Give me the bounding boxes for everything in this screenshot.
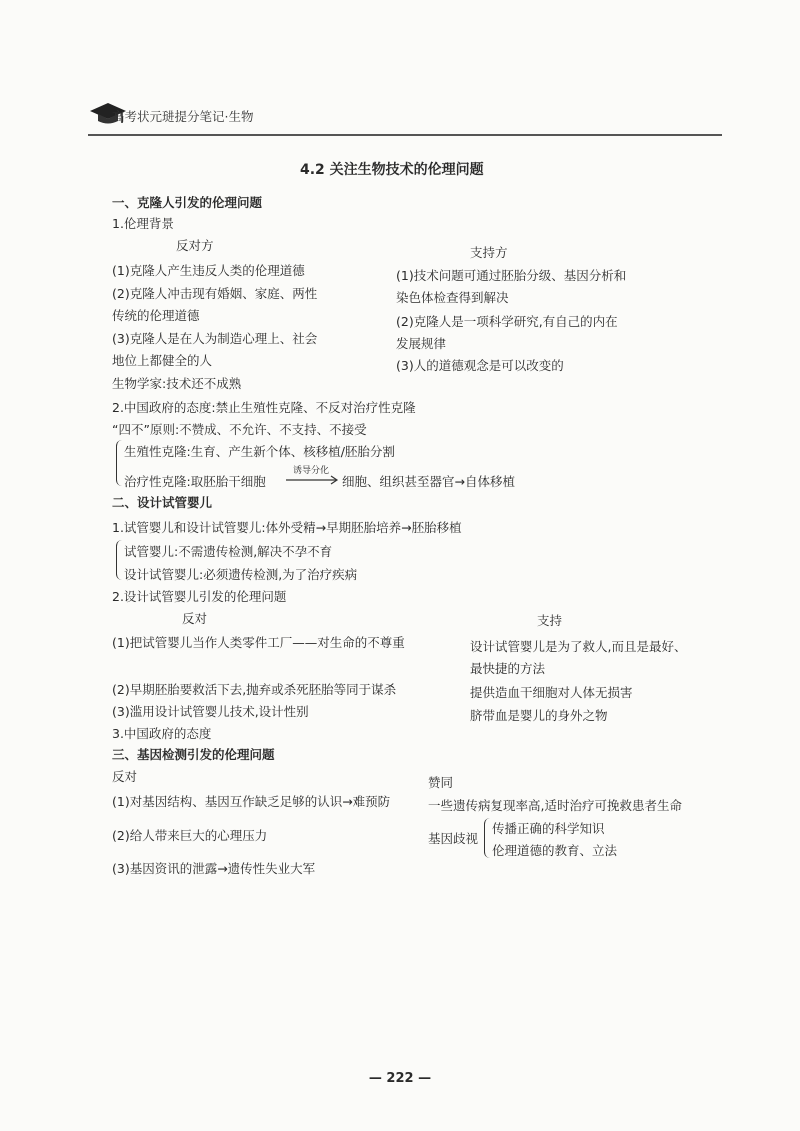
ivf-support-2: 最快捷的方法 <box>470 661 546 676</box>
cloning-four-no: “四不”原则:不赞成、不允许、不支持、不接受 <box>112 422 367 437</box>
gene-discrim: 基因歧视 <box>428 831 479 846</box>
ivf-oppose-3: (3)滥用设计试管婴儿技术,设计性别 <box>112 704 309 719</box>
cloning-brace <box>116 440 122 486</box>
cloning-support-1: (1)技术问题可通过胚胎分级、基因分析和 <box>396 268 627 283</box>
arrow-label: 诱导分化 <box>293 466 330 476</box>
ivf-sub3: 3.中国政府的态度 <box>112 726 212 741</box>
ivf-brace-2: 设计试管婴儿:必须遗传检测,为了治疗疾病 <box>124 567 358 582</box>
cloning-gov: 2.中国政府的态度:禁止生殖性克隆、不反对治疗性克隆 <box>112 400 416 415</box>
gene-brace <box>484 818 490 858</box>
ivf-brace <box>116 540 122 580</box>
page-number: — 222 — <box>368 1071 432 1086</box>
ivf-support-label: 支持 <box>537 613 563 628</box>
cloning-sub1: 1.伦理背景 <box>112 216 174 231</box>
cloning-support-2: 染色体检查得到解决 <box>396 290 509 305</box>
ivf-oppose-2: (2)早期胚胎要救活下去,抛弃或杀死胚胎等同于谋杀 <box>112 682 397 697</box>
cloning-oppose-2: (2)克隆人冲击现有婚姻、家庭、两性 <box>112 286 318 301</box>
ivf-oppose-1: (1)把试管婴儿当作人类零件工厂——对生命的不尊重 <box>112 635 405 650</box>
gene-oppose-label: 反对 <box>112 769 138 784</box>
cloning-support-5: (3)人的道德观念是可以改变的 <box>396 358 564 373</box>
ivf-support-4: 脐带血是婴儿的身外之物 <box>470 708 608 723</box>
cloning-oppose-1: (1)克隆人产生违反人类的伦理道德 <box>112 263 305 278</box>
gene-support-1: 一些遗传病复现率高,适时治疗可挽救患者生命 <box>428 798 682 813</box>
gene-discrim-1: 传播正确的科学知识 <box>492 821 605 836</box>
ivf-support-1: 设计试管婴儿是为了救人,而且是最好、 <box>470 639 687 654</box>
ivf-sub2: 2.设计试管婴儿引发的伦理问题 <box>112 589 287 604</box>
gene-oppose-2: (2)给人带来巨大的心理压力 <box>112 828 268 843</box>
right-arrow-icon <box>286 475 340 485</box>
gene-oppose-3: (3)基因资讯的泄露→遗传性失业大军 <box>112 861 316 876</box>
header-rule <box>88 134 722 136</box>
gene-oppose-1: (1)对基因结构、基因互作缺乏足够的认识→难预防 <box>112 794 391 809</box>
cloning-oppose-4: (3)克隆人是在人为制造心理上、社会 <box>112 331 318 346</box>
cloning-support-3: (2)克隆人是一项科学研究,有自己的内在 <box>396 314 618 329</box>
cloning-oppose-3: 传统的伦理道德 <box>112 308 200 323</box>
cloning-support-4: 发展规律 <box>396 336 447 351</box>
ivf-brace-1: 试管婴儿:不需遗传检测,解决不孕不育 <box>124 544 333 559</box>
gene-discrim-2: 伦理道德的教育、立法 <box>492 843 618 858</box>
cloning-oppose-6: 生物学家:技术还不成熟 <box>112 376 242 391</box>
cloning-thera-post: 细胞、组织甚至器官→自体移植 <box>342 474 515 489</box>
ivf-support-3: 提供造血干细胞对人体无损害 <box>470 685 633 700</box>
cloning-support-label: 支持方 <box>470 245 508 260</box>
ivf-heading: 二、设计试管婴儿 <box>112 495 213 510</box>
cloning-repro: 生殖性克隆:生育、产生新个体、核移植/胚胎分割 <box>124 444 395 459</box>
cloning-heading: 一、克隆人引发的伦理问题 <box>112 195 263 210</box>
cloning-oppose-label: 反对方 <box>176 238 214 253</box>
cloning-thera-pre: 治疗性克隆:取胚胎干细胞 <box>124 474 266 489</box>
ivf-oppose-label: 反对 <box>182 611 208 626</box>
cloning-oppose-5: 地位上都健全的人 <box>112 353 213 368</box>
page-title: 4.2 关注生物技术的伦理问题 <box>300 162 484 178</box>
ivf-line1: 1.试管婴儿和设计试管婴儿:体外受精→早期胚胎培养→胚胎移植 <box>112 520 462 535</box>
header-title: 高考状元琎提分笔记·生物 <box>112 109 254 124</box>
gene-support-label: 赞同 <box>428 775 454 790</box>
gene-heading: 三、基因检测引发的伦理问题 <box>112 747 275 762</box>
